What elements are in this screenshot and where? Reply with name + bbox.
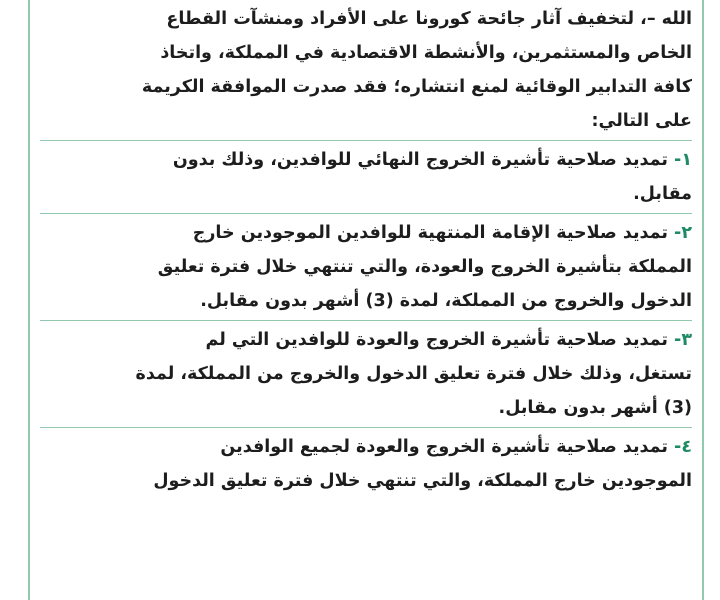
item-number: ٢- [674, 223, 692, 243]
item-line [40, 323, 692, 357]
intro-line: الله –، لتخفيف آثار جائحة كورونا على الأفراد ومنشآت القطاع [166, 9, 692, 29]
list-item-3 [40, 323, 692, 425]
item-text: تمديد صلاحية الإقامة المنتهية للوافدين الموجودين خارج [192, 223, 668, 243]
item-line: تستغل، وذلك خلال فترة تعليق الدخول والخروج من المملكة، لمدة [135, 364, 692, 384]
intro-line: كافة التدابير الوقائية لمنع انتشاره؛ فقد صدرت الموافقة الكريمة [141, 77, 692, 97]
item-text: تمديد صلاحية تأشيرة الخروج والعودة لجميع الوافدين [220, 437, 668, 457]
intro-line: الخاص والمستثمرين، والأنشطة الاقتصادية في المملكة، واتخاذ [160, 43, 692, 63]
item-number: ١- [674, 150, 692, 170]
list-item-4 [40, 430, 692, 498]
divider [40, 213, 692, 214]
intro-paragraph [40, 0, 692, 138]
item-number: ٤- [674, 437, 692, 457]
divider [40, 140, 692, 141]
item-text: تمديد صلاحية تأشيرة الخروج والعودة للوافدين التي لم [205, 330, 668, 350]
item-line [40, 143, 692, 177]
list-item-2 [40, 216, 692, 318]
item-number: ٣- [674, 330, 692, 350]
intro-line: على التالي: [591, 111, 692, 131]
item-line: مقابل. [633, 184, 692, 204]
divider [40, 427, 692, 428]
divider [40, 320, 692, 321]
item-text: تمديد صلاحية تأشيرة الخروج النهائي للوافدين، وذلك بدون [172, 150, 668, 170]
item-line: (3) أشهر بدون مقابل. [498, 398, 692, 418]
item-line: الموجودين خارج المملكة، والتي تنتهي خلال فترة تعليق الدخول [153, 471, 692, 491]
left-frame-border [28, 0, 30, 600]
item-line [40, 216, 692, 250]
item-line: المملكة بتأشيرة الخروج والعودة، والتي تنتهي خلال فترة تعليق [157, 257, 692, 277]
list-item-1 [40, 143, 692, 211]
item-line [40, 430, 692, 464]
item-line: الدخول والخروج من المملكة، لمدة (3) أشهر بدون مقابل. [200, 291, 692, 311]
right-frame-border [702, 0, 704, 600]
document-body [40, 0, 692, 498]
